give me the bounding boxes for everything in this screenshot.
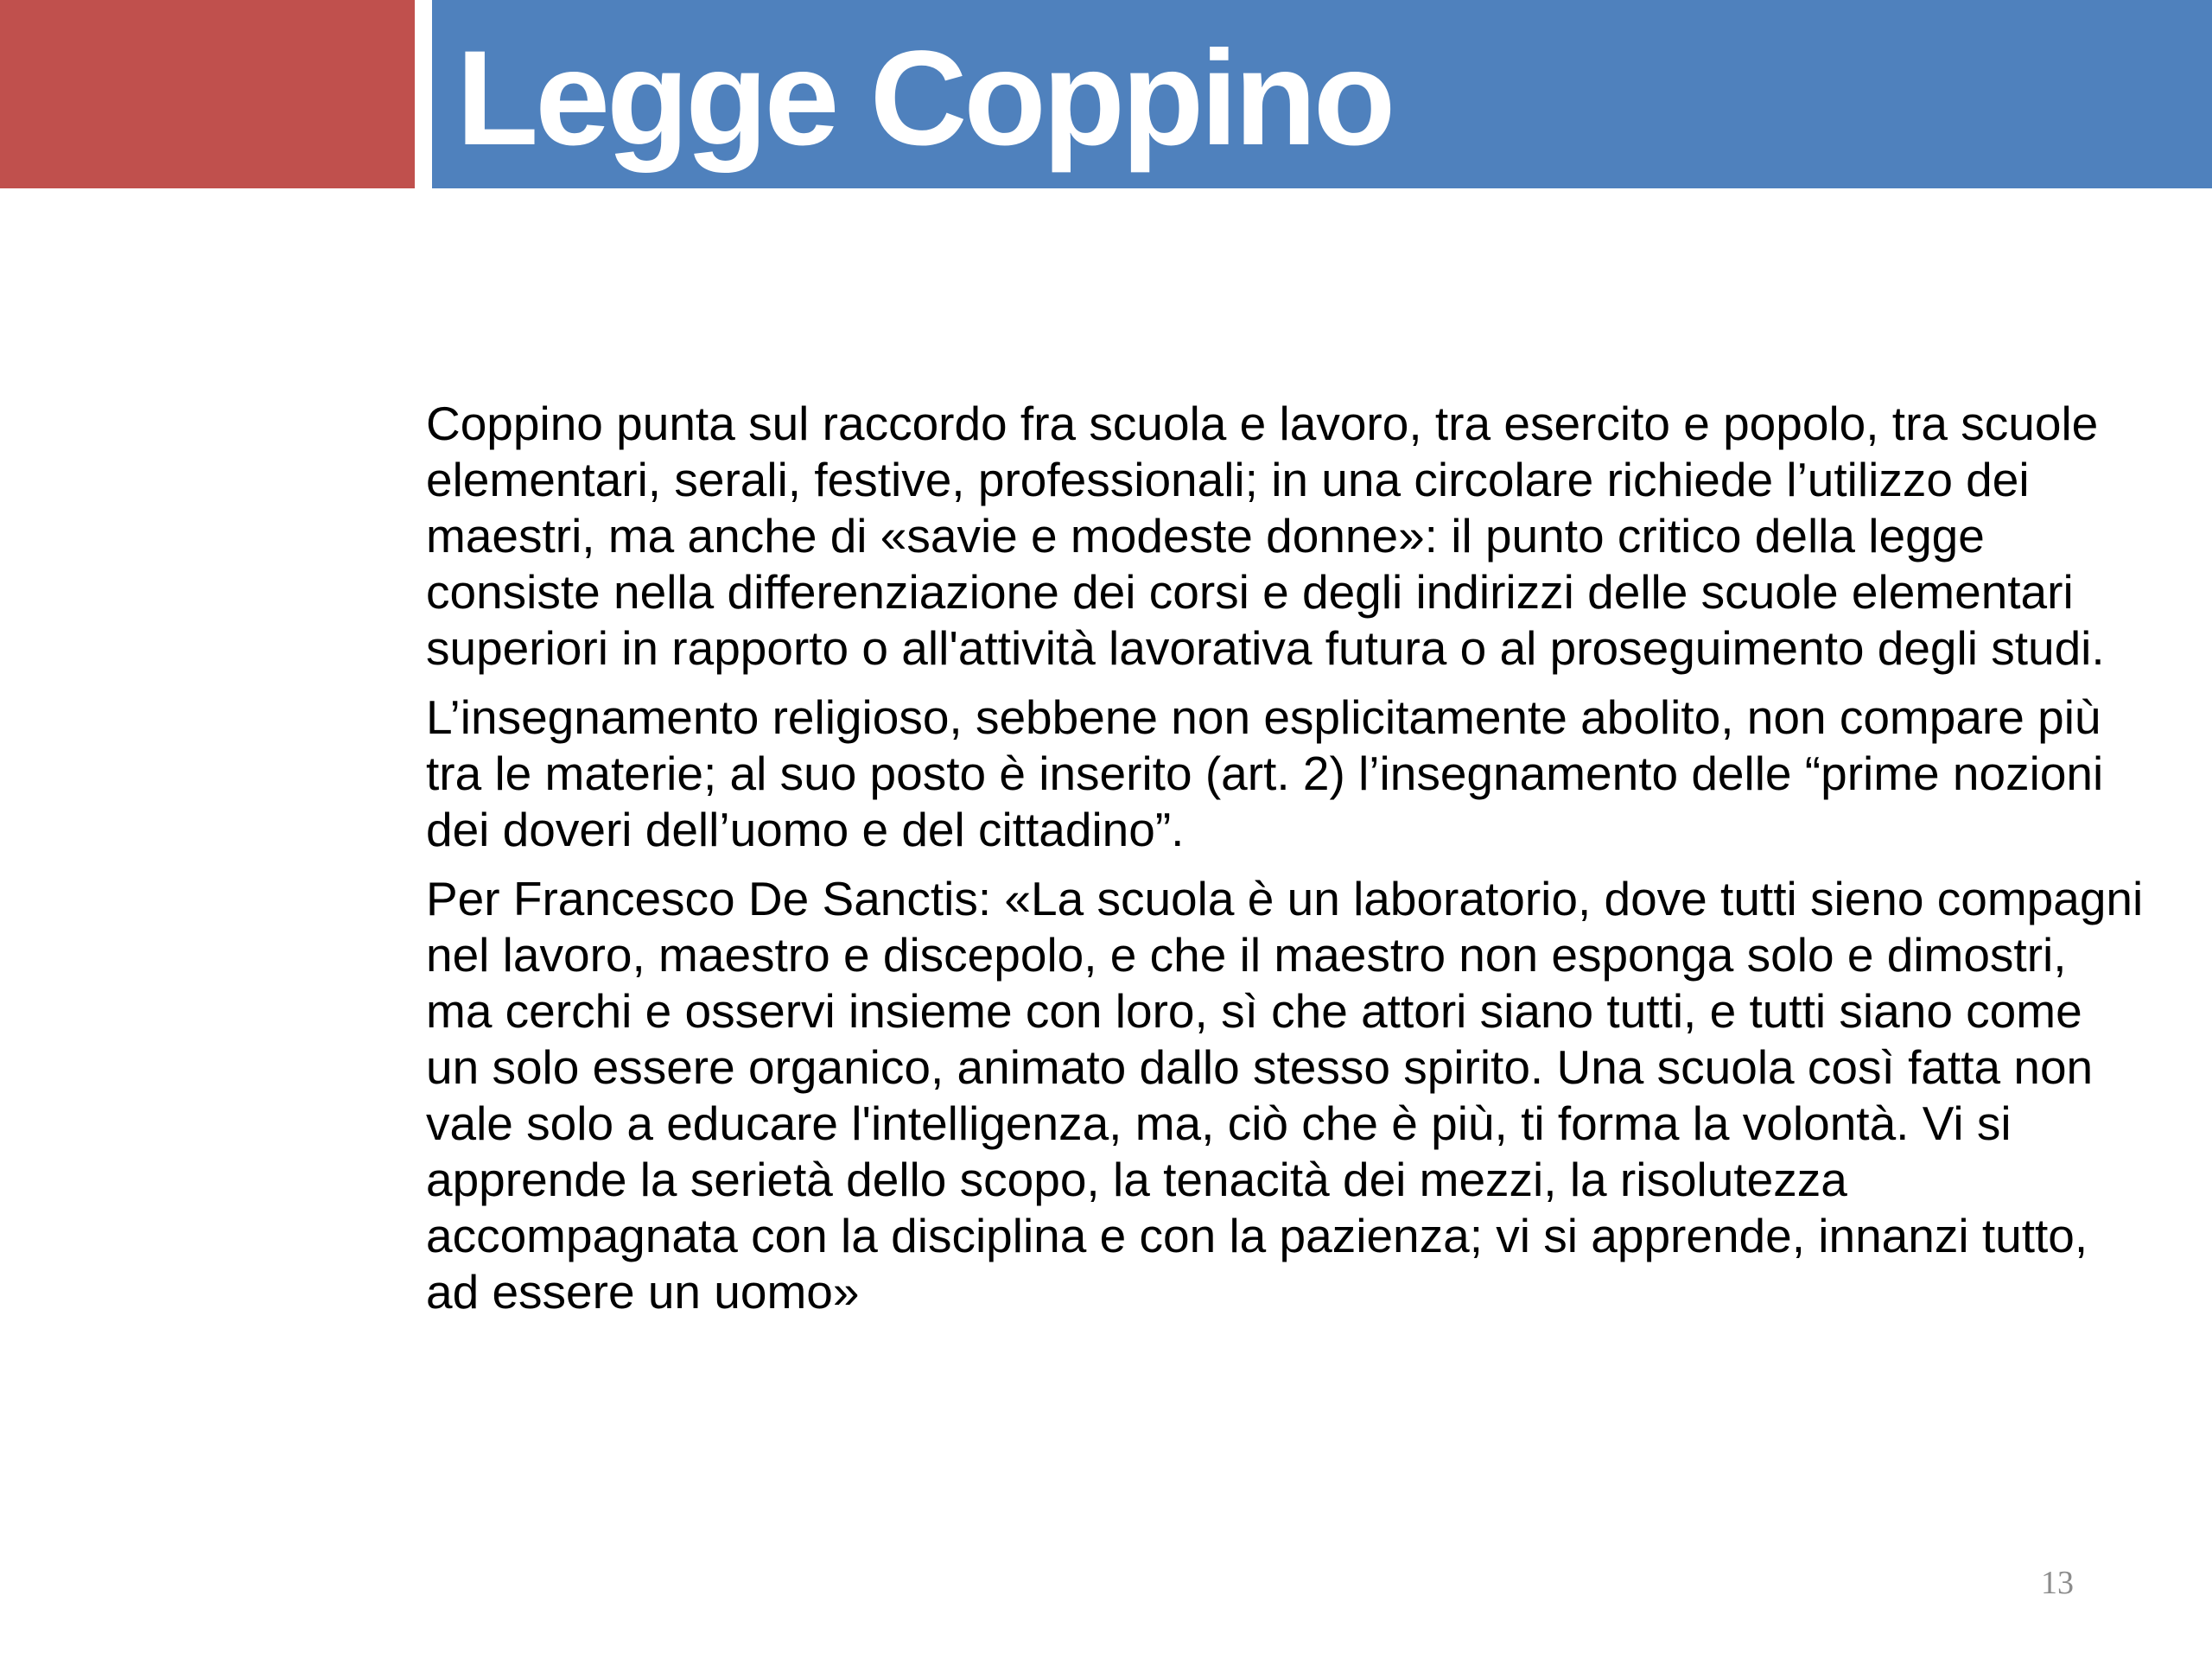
paragraph-coppino: Coppino punta sul raccordo fra scuola e lavoro, tra esercito e popolo, tra scuole elementari, serali, festive, professionali; in una circolare richiede l’utilizzo dei maestri, ma anche di «savie e modeste donne»: il punto critico della legge consiste nella differenziazione dei corsi e degli indirizzi delle scuole elementari superiori in rapporto o all'attività lavorativa futura o al proseguimento degli studi. <box>426 397 2105 675</box>
slide-title: Legge Coppino <box>456 23 1393 174</box>
page-number: 13 <box>2041 1565 2074 1601</box>
paragraph-de-sanctis-quote: Per Francesco De Sanctis: «La scuola è un laboratorio, dove tutti sieno compagni nel lavoro, maestro e discepolo, e che il maestro non esponga solo e dimostri, ma cerchi e osservi insieme con loro, sì che attori siano tutti, e tutti siano come un solo essere organico, animato dallo stesso spirito. Una scuola così fatta non vale solo a educare l'intelligenza, ma, ciò che è più, ti forma la volontà. Vi si apprende la serietà dello scopo, la tenacità dei mezzi, la risolutezza accompagnata con la disciplina e con la pazienza; vi si apprende, innanzi tutto, ad essere un uomo» <box>426 872 2144 1319</box>
body-text <box>426 396 2145 1333</box>
accent-block <box>0 0 415 188</box>
paragraph-religious-teaching: L’insegnamento religioso, sebbene non esplicitamente abolito, non compare più tra le materie; al suo posto è inserito (art. 2) l’insegnamento delle “prime nozioni dei doveri dell’uomo e del cittadino”. <box>426 690 2104 856</box>
